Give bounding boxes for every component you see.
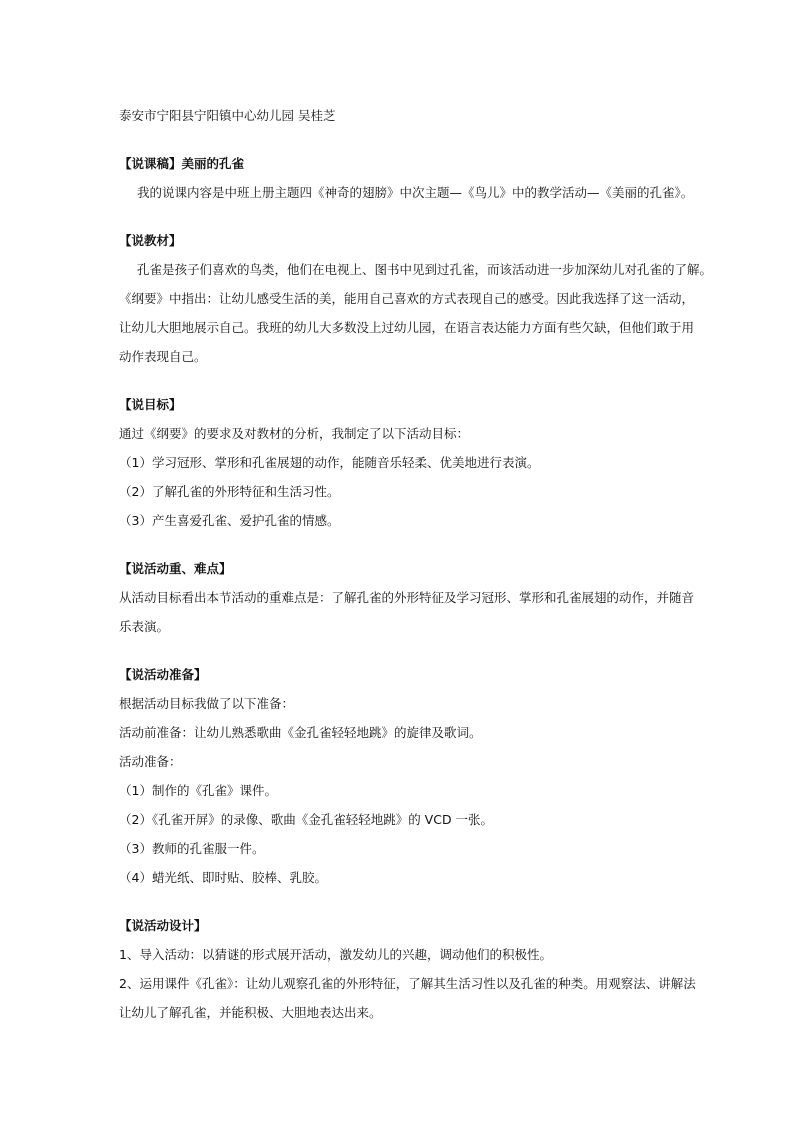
- paragraph-line: 孔雀是孩子们喜欢的鸟类，他们在电视上、图书中见到过孔雀，而该活动进一步加深幼儿对孔雀的了解。: [137, 262, 713, 277]
- paragraph-line: 《纲要》中指出：让幼儿感受生活的美，能用自己喜欢的方式表现自己的感受。因此我选择了这一活动，: [119, 291, 695, 306]
- author-line: 泰安市宁阳县宁阳镇中心幼儿园 吴桂芝: [119, 108, 336, 123]
- prep-item: （1）制作的《孔雀》课件。: [119, 783, 277, 798]
- prep-item: （2）《孔雀开屏》的录像、歌曲《金孔雀轻轻地跳》的 VCD 一张。: [119, 812, 494, 827]
- section-spacer: [119, 641, 684, 660]
- paragraph-line: 乐表演。: [119, 619, 170, 634]
- section-heading-design: 【说活动设计】: [119, 918, 207, 933]
- goal-item: （3）产生喜爱孔雀、爱护孔雀的情感。: [119, 513, 340, 528]
- paragraph-line: 活动前准备：让幼儿熟悉歌曲《金孔雀轻轻地跳》的旋律及歌词。: [119, 725, 482, 740]
- paragraph-line: 根据活动目标我做了以下准备：: [119, 696, 295, 711]
- paragraph-line: 通过《纲要》的要求及对教材的分析，我制定了以下活动目标：: [119, 426, 470, 441]
- section-heading-goals: 【说目标】: [119, 397, 182, 412]
- paragraph-line: 我的说课内容是中班上册主题四《神奇的翅膀》中次主题—《鸟儿》中的教学活动—《美丽的孔雀》。: [137, 185, 694, 200]
- paragraph-line: 活动准备：: [119, 754, 182, 769]
- section-spacer: [119, 371, 684, 390]
- goal-item: （1）学习冠形、掌形和孔雀展翅的动作，能随音乐轻柔、优美地进行表演。: [119, 455, 540, 470]
- section-spacer: [119, 892, 684, 911]
- section-heading-prep: 【说活动准备】: [119, 667, 207, 682]
- section-heading-material: 【说教材】: [119, 233, 182, 248]
- design-step: 2、运用课件《孔雀》：让幼儿观察孔雀的外形特征，了解其生活习性以及孔雀的种类。用观察法、讲解法: [119, 976, 696, 991]
- section-spacer: [119, 207, 684, 226]
- document-body: [119, 101, 713, 1027]
- paragraph-line: 让幼儿了解孔雀，并能积极、大胆地表达出来。: [119, 1005, 382, 1020]
- section-heading-focus: 【说活动重、难点】: [119, 561, 232, 576]
- paragraph-line: 让幼儿大胆地展示自己。我班的幼儿大多数没上过幼儿园，在语言表达能力方面有些欠缺，但他们敢于用: [119, 320, 695, 335]
- paragraph-line: 从活动目标看出本节活动的重难点是：了解孔雀的外形特征及学习冠形、掌形和孔雀展翅的动作，并随音: [119, 590, 695, 605]
- prep-item: （3）教师的孔雀服一件。: [119, 841, 265, 856]
- prep-item: （4）蜡光纸、即时贴、胶棒、乳胶。: [119, 870, 327, 885]
- goal-item: （2）了解孔雀的外形特征和生活习性。: [119, 484, 340, 499]
- design-step: 1、导入活动：以猜谜的形式展开活动，激发幼儿的兴趣，调动他们的积极性。: [119, 947, 552, 962]
- section-heading-title: 【说课稿】美丽的孔雀: [119, 156, 245, 171]
- paragraph-line: 动作表现自己。: [119, 349, 207, 364]
- section-spacer: [119, 535, 684, 554]
